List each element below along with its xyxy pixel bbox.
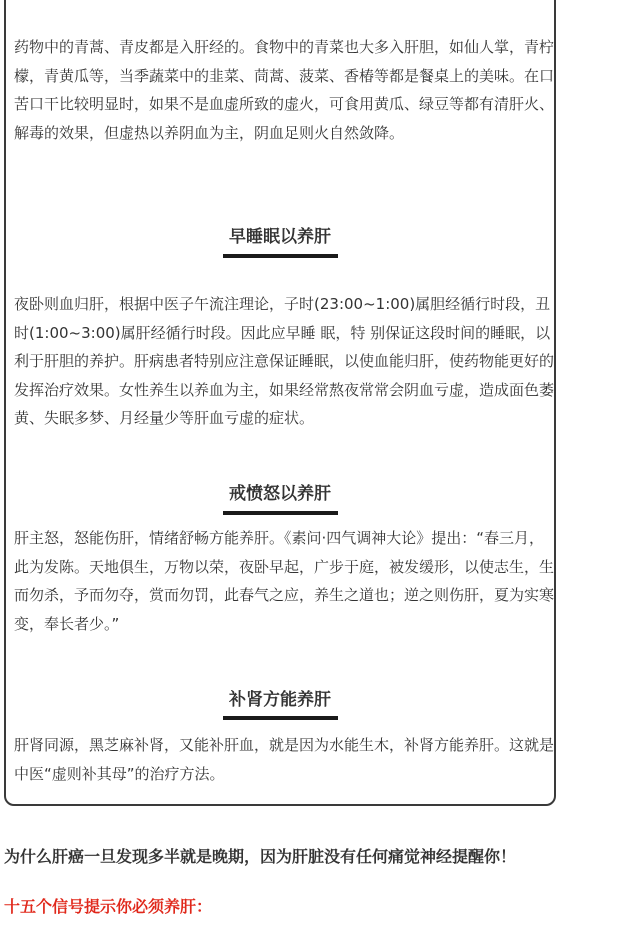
paragraph-anger: 肝主怒，怒能伤肝，情绪舒畅方能养肝。《素问·四气调神大论》提出：“春三月，此为发陈。天地俱生，万物以荣，夜卧早起，广步于庭，被发缓形，以使志生，生而勿杀，予而勿夺，赏而勿罚，此春气之应，养生之道也；逆之则伤肝，夏为实寒变，奉长者少。” — [14, 529, 555, 633]
heading-early-sleep: 早睡眠以养肝 — [229, 227, 331, 247]
paragraph-sleep: 夜卧则血归肝，根据中医子午流注理论，子时(23:00~1:00)属胆经循行时段，丑时(1:00~3:00)属肝经循行时段。因此应早睡 眠，特 别保证这段时间的睡眠，以利于肝胆的养护。肝病患者特别应注意保证睡眠，以使血能归肝，使药物能更好的发挥治疗效果。女性养生以养血为主，如果经常熬夜常常会阴血亏虚，造成面色萎黄、失眠多梦、月经量少等肝血亏虚的症状。 — [14, 295, 555, 427]
heading-kidney: 补肾方能养肝 — [229, 690, 331, 710]
heading-underline-kidney — [223, 716, 338, 720]
paragraph-kidney: 肝肾同源，黑芝麻补肾，又能补肝血，就是因为水能生木，补肾方能养肝。这就是中医“虚则补其母”的治疗方法。 — [14, 736, 555, 783]
heading-no-anger: 戒愤怒以养肝 — [229, 484, 331, 504]
paragraph-qing-foods: 药物中的青蒿、青皮都是入肝经的。食物中的青菜也大多入肝胆，如仙人掌，青柠檬，青黄瓜等，当季蔬菜中的韭菜、茼蒿、菠菜、香椿等都是餐桌上的美味。在口苦口干比较明显时，如果不是血虚所致的虚火，可食用黄瓜、绿豆等都有清肝火、解毒的效果，但虚热以养阴血为主，阴血足则火自然敛降。 — [14, 38, 555, 142]
heading-underline-no-anger — [223, 511, 338, 515]
fifteen-signals-heading: 十五个信号提示你必须养肝： — [4, 897, 213, 916]
question-line: 为什么肝癌一旦发现多半就是晚期，因为肝脏没有任何痛觉神经提醒你！ — [4, 847, 517, 866]
heading-underline-early-sleep — [223, 254, 338, 258]
